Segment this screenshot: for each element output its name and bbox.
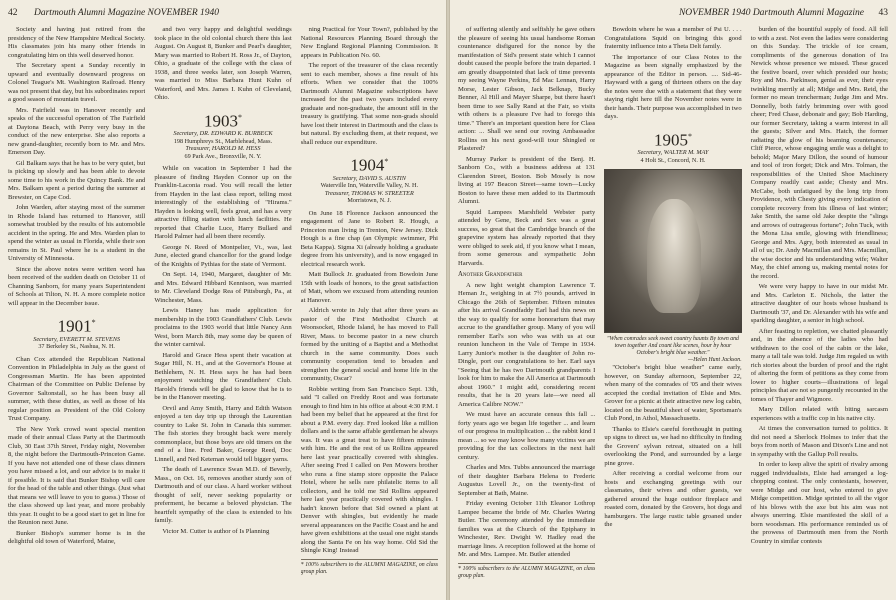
secretary-line: Secretary, WALTER M. MAY	[637, 149, 709, 157]
paragraph: and two very happy and delightful weddings took place in the old colonial church there this last August. On August 8, Bunker and Pearl's daughter, Mary was married to Robert H. Ross Jr., of Dayton, Ohio, a graduate of the college with the class of 1938, and three weeks later, son Joseph Warren, was married to Miss Barbara Hunt Kuhn of Waterford, and Mrs. James I. Kuhn of Cleveland, Ohio.	[154, 26, 292, 101]
paragraph: The report of the treasurer of the class recently sent to each member, shows a fine result of his efforts. When we consider that the 100% Dartmouth Alumni Magazine subscriptions have increased for the past two years included every graduate and non-graduate, the amount still in the treasury is gratifying. That some non-grads should have lost their interest in Dartmouth and the class is but natural. By excluding them, at their request, we shall reduce our expenditure.	[300, 62, 438, 146]
paragraph: Victor M. Cutter is author of Is Planning	[162, 527, 270, 535]
secretary-address: 4 Holt St., Concord, N. H.	[640, 156, 706, 164]
photo-credit: —Helen Hunt Jackson.	[688, 357, 742, 364]
left-page-number: 42	[8, 8, 18, 18]
paragraph: Gil Balkam says that he has to be very quiet, but is picking up slowly and has been able to devote some time to his work in the Quincy Bank. He and Mrs. Balkam spent a period during the summer at Brewster, on Cape Cod.	[8, 159, 146, 201]
paragraph: John Warden, after staying most of the summer in Rhode Island has returned to Hanover, still somewhat troubled by the results of his automobile accident in the spring. He and Mrs. Warden plan to spend the winter as usual in Florida, while their son remains in St. Paul where he is a student in the University of Minnesota.	[8, 204, 146, 262]
left-page-header	[8, 8, 438, 22]
paragraph: Robbie writing from San Francisco Sept. 13th, said "I called on Freddy Root and was fortunate enough to find him in his office at about 4:30 P.M. I had been my belief that he appeared at the first for about a P.M. every day. Fred looked like a million dollars and is the same affable gentleman he always was. It was a great treat to have fifteen minutes with him. He and the rest of us Rollins appeared here last year practically covered with shingles. After seeing Fred I called on Pen Mowers brother who runs a fine stamp store opposite the Palace Hotel, where he sells rare philatelic items to all collectors, and he told me Sid Rollins appeared here last year practically covered with shingles. I hadn't known before that Sid owned a plant at Denver with shingles, but evidently he made several appearances on the Pacific Coast and he and have given exhibitions at the usual one night stands along the Santa Fe on his way home. Old Sid the Shingle King! Instead	[300, 385, 438, 555]
paragraph: Aldrich wrote in July that after three years as pastor of the First Methodist Church at Woonsocket, Rhode Island, he has moved to Fall River, Mass. to become pastor in a new church formed by the uniting of a Baptist and a Methodist church in the same community. Does such community cooperation tend to broaden and strengthen the general social and home life in the community, Oscar?	[300, 307, 438, 383]
paragraph: Lewis Haney has made application for membership in the 1903 Grandfathers' Club. Lewis proclaims to the 1903 world that little Nancy Ann West, born March 8th, may some day be queen of the winter carnival.	[154, 307, 292, 349]
photo-subject	[647, 199, 702, 312]
paragraph: Harold and Grace Hess spent their vacation at Sugar Hill, N. H., and at the Governor's House at Bethlehem, N. H. Hess says he has had been enjoyment watching the Grandfathers' Club. Harold's friends will be glad to know that he is to be in the Hanover meeting.	[154, 351, 292, 402]
paragraph: The death of Lawrence Swan M.D. of Beverly, Mass., on Oct. 16, removes another sturdy son of Dartmouth and of our class. A hard worker without thought of self, never seeking popularity or preferment, he became a beloved physician. The heartfelt sympathy of the class is extended to his family.	[154, 466, 292, 525]
paragraph: burden of the bountiful supply of food. All fell to with a zest. Not even the ladies were considering on this Sunday. The trickle of ice cream, compliments of the generous donation of Ira Newick whose presence we missed. These graced the festive board, over which presided our hosts; Roy and Mrs. Parkinson, genial as ever, their eyes twinkling merrily at all; Midge and Mrs. Reid, the former no mean trencherman; Judge Jim and Mrs. Donnelly, both fairly brimming over with good cheer; Fred Chase, debonair and gay; Bob Harding, our former Secretary, taking a warm interest in all the guests; Silver and Mrs. Hatch, the former radiating the glow of his beaming countenance; Cliff Pierce, whose engaging smile was a delight to behold; Major Mary Dillon, the sound of humour and tool of iron forget; Dick and Mrs. Tolman, the responsibilities of the United Shoe Machinery Company readily cast aside; Chesty and Mrs. McCabe, both unfatigued by the long trip from Providence, with Chesty giving every indication of complete recovery from his illness of last winter; Jake Smith, the same old Jake despite the "slings and arrows of outrageous fortune"; John Tuck, with the Mona Lisa smile, glowing with friendliness; George and Mrs. Agry, both interested as usual in all of us; Dr. Andy Macmillan and Mrs. Macmillan, the wise doctor and his understanding wife; Walter May, the chief among us, making mental notes for the record.	[750, 26, 888, 280]
secretary-line: Secretary, EVERETT M. STEVENS	[33, 335, 121, 343]
paragraph: Bunker Bishop's summer home is in the delightful old town of Waterford, Maine,	[8, 529, 146, 546]
paragraph: Mary Dillon related with biting sarcasm experiences with a traffic cop in his native city.	[750, 406, 888, 422]
paragraph: While on vacation in September I had the pleasure of finding Hayden Connor up on the Franklin-Laconia road. You will recall the letter from Hayden in the last class report, telling most interestingly of the establishing of "Hirams." Hayden is looking well, feels great, and has a very attractive filling station with lunch facilities. He reported that Charlie Luce, Harry Bullard and Harold Palmer had all been there recently.	[154, 165, 292, 241]
paragraph: Since the above notes were written word has been received of the sudden death on October 11 of Channing Sanborn, for many years Superintendent of Schools at Tilton, N. H. A more complete notice will appear in the December issue.	[8, 265, 146, 307]
photo-caption: "When comrades seek sweet country haunts By town and town together And count like scenes, hour by hour October's bright blue weather." —Helen Hunt Jackson.	[604, 336, 741, 364]
left-col-1	[8, 26, 145, 594]
right-running-title: NOVEMBER 1940 Dartmouth Alumni Magazine	[678, 8, 864, 18]
class-1901-heading	[8, 314, 145, 351]
class-year: 1905*	[653, 130, 692, 150]
paragraph: Mrs. Fairfield was in Hanover recently and speaks of the successful operation of The Fairfield at Daytona Beach, with Perry very busy in the conduct of the new enterprise. She also reports a new grand-daughter, recently born to Mr. and Mrs. Emerson Day.	[8, 106, 146, 156]
paragraph: We were very happy to have in our midst Mr. and Mrs. Carleton E. Nichols, the latter the attractive daughter of our hosts whose husband is Dartmouth '37, and Dr. Alexander with his wife and sparkling daughter, a senior in high school.	[750, 283, 888, 324]
paragraph: Charles and Mrs. Tubbs announced the marriage of their daughter Barbara Helena to Frederic Augustus Lovell Jr., on the twenty-first of September at Bath, Maine.	[458, 464, 596, 497]
paragraph: Friday evening October 11th Eleanor Lothrop Lampee became the bride of Mr. Charles Waring Butler. The ceremony attended by the immediate families was at the Church of the Epiphany in Winchester, Rev. Dwight W. Hadley read the marriage lines. A reception followed at the home of Mr. and Mrs. Lampee. Mr. Butler attended	[458, 500, 596, 558]
paragraph: Murray Parker is president of the Benj. H. Sanborn Co., with a business address at 131 Clarendon Street, Boston. Bob Mosely is now living at 197 Beacon Street—same town—Lucky Boston to have these men added to its Dartmouth Alumni.	[458, 155, 596, 205]
class-year: 1901*	[57, 316, 96, 336]
paragraph: We must have an accurate census this fall ... forty years ago we began life together ... and learn of our progress in multiplication ... the rabbit kind I mean ... so we may know how many victims we are providing for the tax collectors in the next half century.	[458, 411, 596, 461]
paragraph: At times the conversation turned to politics. It did not need a Sherlock Holmes to infer that the boys from north of Mason and Dixon's Line and not in sympathy with the Gallup Poll results.	[750, 425, 888, 458]
left-col-2	[154, 26, 291, 594]
treasurer-line: Treasurer, THOMAS W. STREETER	[324, 189, 414, 197]
paragraph: The importance of our Class Notes to the Magazine as been signally emphasized by the appearance of the Editor in person. .... Sid-46-Hayward with a gang of thirteen others on the day the notes were due with a statement that they were staying right here till the November notes were in their hands. Their purpose was accomplished in two days.	[604, 53, 742, 120]
paragraph: After receiving a cordial welcome from our hosts and exchanging greetings with our classmates, their wives and other guests, we gathered around the huge outdoor fireplace and roasted corn, donated by the Grovers, hot dogs and hamburgers. The large rustic table groaned under the	[604, 470, 742, 529]
class-1904-heading	[301, 153, 438, 205]
paragraph: of suffering silently and selfishly he gave others the pleasure of seeing his usual handsome Roman countenance disfigured for the nonce by the manifestation of Sid's present state which I cannot doubt caused the people before the train departed. I am greatly disappointed that lack of time prevents my seeing Wayne Perkins, Ed Mac Lennan, Harry Morse, Lester Gibson, Jack Belknap, Bucky Benner, Al Hill and Mayer Sharpe, but there hasn't been time to see Sally Rand at the Fair, so visits with others is a pleasure I've had to forego this time." There's an important question here for Class action: ... Shall we send our roving Ambassador Rollins on his next good-will tour Shingled or Plastered?	[458, 26, 596, 152]
paragraph: Thanks to Elsie's careful forethought in putting up signs to direct us, we had no difficulty in finding the Grovers' sylvan retreat, situated on a hill overlooking the Pond, and surrounded by a large pine grove.	[604, 425, 742, 467]
paragraph: Bowdoin where he was a member of Psi U. . . . Congratulations Squid on bringing this good fraternity influence into a Theta Delt family.	[604, 26, 742, 50]
right-col-2	[604, 26, 741, 594]
secretary-address: Waterville Inn, Waterville Valley, N. H.	[320, 182, 419, 190]
treasurer-address: 69 Park Ave., Bronxville, N. Y.	[184, 152, 262, 160]
class-year: 1903*	[203, 111, 242, 131]
footnote: * 100% subscribers to the ALUMNI MAGAZINE, on class group plan.	[458, 563, 595, 580]
paragraph: A new light weight champion Lawrence T. Heman Jr., weighing in at 7½ pounds, arrived in Chicago the 26th of September. Fifteen minutes after his arrival Grandfaddy Earl had this news on the way to qualify for some honorarium that may accrue to the grandfather group. Many of you will remember Earl's son who was with us at our reunion luncheon in the Vale of Tempe in 1934. Larry Junior's mother is the daughter of John ro-Dingle, port our congratulations to her. Earl says "Seeing that he has two Dartmouth grandparents I look for him to make the All America at Dartmouth about 1960." I might add, considering recent results, that he is 20 years late—we need all America Calibre NOW."	[458, 281, 596, 408]
paragraph: Orvil and Amy Smith, Harry and Edith Watson enjoyed a ten day trip up through the Laurentian country to Lake St. John in Canada this summer. The fish stories they brought back were merely commonplace, but those boys are old timers on the end of a line. Fred Baker, George Reed, Doc Linnell, and Ned Keteman would tell bigger yarns.	[154, 404, 292, 463]
footnote: * 100% subscribers to the ALUMNI MAGAZINE, on class group plan.	[301, 559, 438, 576]
class-year: 1904*	[350, 155, 389, 175]
treasurer-line: Treasurer, HAROLD M. HESS	[185, 145, 261, 153]
class-1905-heading	[604, 128, 741, 165]
paragraph: "October's bright blue weather" came early, however, on Sunday afternoon, September 22, when many of the comrades of '05 and their wives accepted the cordial invitation of Elsie and Mrs. Grover for a picnic at their attractive new log cabin, located on the beautiful sheet of water, Sportsman's Club Pond, in Athol, Massachusetts.	[604, 364, 742, 423]
secretary-address: 198 Humphreys St., Marblehead, Mass.	[173, 137, 273, 145]
subhead-another-grandfather: Another Grandfather	[458, 271, 523, 278]
left-col-3	[301, 26, 438, 594]
paragraph: Matt Bullock Jr. graduated from Bowdoin June 15th with loads of honors, to the great satisfaction of Matt, whom we excused from attending reunion at Hanover.	[300, 271, 438, 304]
right-col-1	[458, 26, 595, 594]
left-running-title: Dartmouth Alumni Magazine NOVEMBER 1940	[34, 8, 220, 18]
right-page	[450, 0, 896, 600]
treasurer-address: Morristown, N. J.	[347, 197, 392, 205]
right-columns	[458, 26, 888, 594]
paragraph: Society and having just retired from the presidency of the New Hampshire Medical Society. His classmates join his many other friends in congratulating him on this well deserved honor.	[8, 26, 146, 59]
paragraph: Chan Cox attended the Republican National Convention in Philadelphia in July as the guest of Congressman Martin. He has been appointed Chairman of the Committee on Public Defense by Governor Saltonstall, so he has been busy all summer, with these duties, as well as those of his regular position as President of the Old Colony Trust Company.	[8, 355, 146, 423]
paragraph: ning Practical for Your Town?, published by the National Resources Planning Board through the New England Regional Planning Commission. It appears in Publication No. 60.	[300, 26, 438, 59]
paragraph: After feasting to repletion, we chatted pleasantly and, in the absence of the ladies who had withdrawn to the cool of the cabin or the lake, many a tall tale was told. Judge Jim regaled us with rich stories about the burden of proof and the right of altering the form of petitions as they come from lower to higher courts—illustrations of legal principles that are not so pungently recounted in the tomes of Thayer and Wigmore.	[750, 327, 888, 403]
secretary-line: Secretary, DAVID S. AUSTIN	[332, 174, 406, 182]
left-page	[0, 0, 446, 600]
paragraph: Squid Lampees Marshfield Webster party attended by Gene, Beck and Sex was a great success, so great that the Cambridge branch of the grapevine system has already reported that they were obliged to seek aid, if you know what I mean, from some generous and sympathetic John Harvards.	[458, 208, 596, 267]
right-page-header	[458, 8, 888, 22]
paragraph: The New York crowd want special mention made of their annual Class Party at the Dartmouth Club, 30 East 37th Street, Friday night, November 8, the night before the Dartmouth-Princeton Game. If you have not attended one of these class dinners you have missed a lot, and our advice is to make it if possible. It is said that Bunker Bishop will care for the head of the table and other things. (Just what that means we will leave to you to guess.) Those of the class showed up last year, and more probably this year. It ought to be a good start to get in line for the Reunion next June.	[8, 425, 146, 527]
secretary-line: Secretary, DR. EDWARD K. BURBECK	[173, 130, 273, 138]
right-page-number: 43	[878, 8, 888, 18]
class-1903-heading	[154, 109, 291, 161]
secretary-address: 37 Berkeley St., Nashua, N. H.	[38, 343, 115, 351]
paragraph: On June 18 Florence Jackson announced the engagement of Jane to Robert R. Hough, a Princeton man living in Trenton, New Jersey. Dick Hough is a fine chap (an Olympic swimmer, Phi Beta Kappa). Sigma Xi (already holding a graduate degree from his university), and is now engaged in electrical research work.	[300, 209, 438, 268]
paragraph: On Sept. 14, 1940, Margaret, daughter of Mr. and Mrs. Edward Hibbard Kennison, was married to Mr. Cleveland Dodge Rea of Pittsburgh, Pa., at Winchester, Mass.	[154, 271, 292, 304]
right-col-3	[751, 26, 888, 594]
paragraph: In order to keep alive the spirit of rivalry among rugged individualists, Elsie had arranged a log-chopping contest. The only contestants, however, were Midge and our host, who entered to give Midge competition. Midge sprinted to all the vigor of his blows with the axe but his aim was not always unerring. Elsie manifested the skill of a born woodsman. His performance reminded us of the prowess of Dartmouth men from the North Country in similar contests	[750, 461, 888, 545]
left-columns	[8, 26, 438, 594]
paragraph: George N. Reed of Montpelier, Vt., was, last June, elected grand chancellor for the grand lodge of the Knights of Pythias for the state of Vermont.	[154, 243, 292, 268]
cabin-photo	[604, 169, 741, 333]
paragraph: The Secretary spent a Sunday recently in upward and eventually downward progress on Colonel Teague's Mt. Washington Railroad. Henry was not present that day, but his subordinates report a good season of mountain travel.	[8, 62, 146, 103]
